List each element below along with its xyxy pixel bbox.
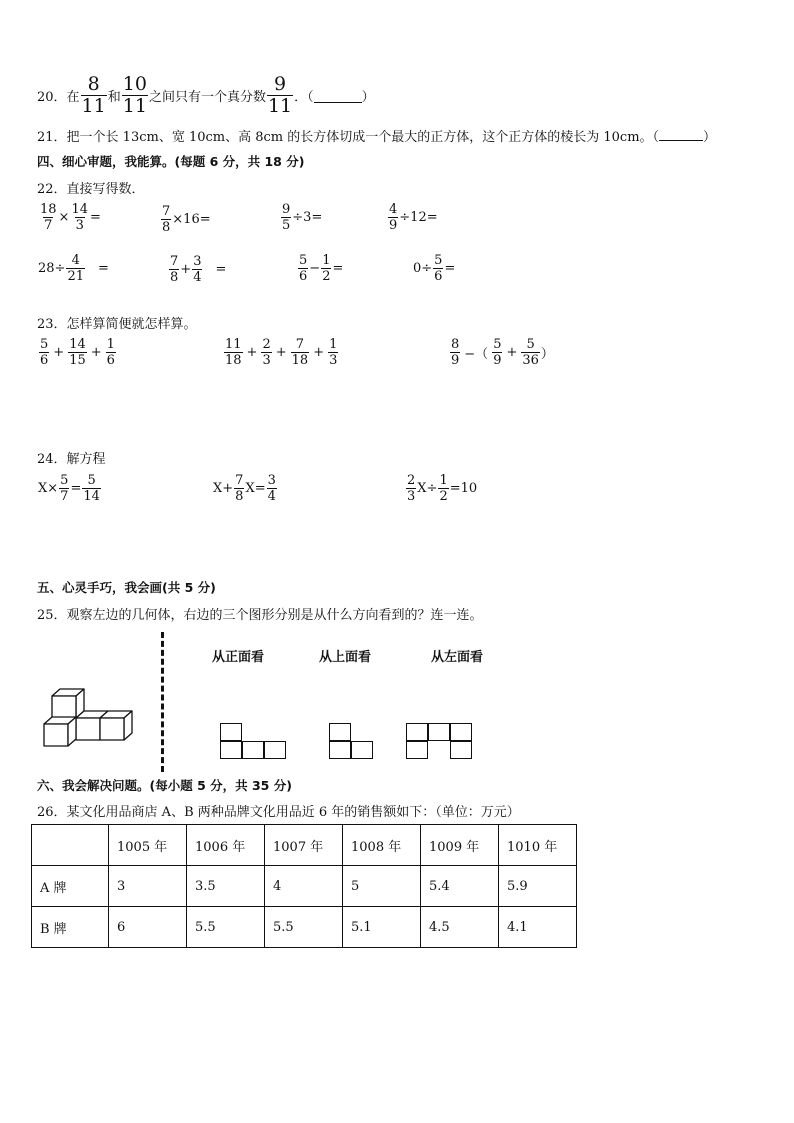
fraction: $\frac{1}{2}$ xyxy=(322,253,331,284)
table-cell: B 牌 xyxy=(32,907,109,948)
table-cell: 5.4 xyxy=(421,866,499,907)
fraction: $\frac{7}{8}$ xyxy=(170,254,179,285)
fraction: $\frac{1}{2}$ xyxy=(439,473,448,504)
q22-expr-3: $\frac{9}{5}$ ÷3= xyxy=(282,202,323,233)
question-21 xyxy=(37,126,716,145)
table-cell: 5.5 xyxy=(265,907,343,948)
sales-table xyxy=(31,824,577,948)
fraction: $\frac{5}{14}$ xyxy=(83,473,100,504)
table-header-row xyxy=(32,825,577,866)
table-cell: 3 xyxy=(109,866,187,907)
table-cell: 5 xyxy=(343,866,421,907)
fraction: $\frac{14}{3}$ xyxy=(71,202,88,233)
q20-text: 之间只有一个真分数 xyxy=(148,90,266,105)
answer-blank[interactable] xyxy=(314,88,362,103)
q22-expr-5: 28÷ $\frac{4}{21}$ = xyxy=(38,253,109,284)
table-cell: 3.5 xyxy=(187,866,265,907)
fraction: $\frac{2}{3}$ xyxy=(262,337,271,368)
table-cell: 4.5 xyxy=(421,907,499,948)
view-shape-3[interactable] xyxy=(406,723,472,761)
q22-expr-6: $\frac{7}{8}$ + $\frac{3}{4}$ = xyxy=(170,254,227,285)
fraction: $\frac{8}{9}$ xyxy=(451,337,460,368)
q22-expr-8: 0÷ $\frac{5}{6}$ = xyxy=(413,253,456,284)
view-label-left: 从左面看 xyxy=(431,650,484,665)
question-24-title: 24．解方程 xyxy=(37,452,106,467)
q20-end: ．（ xyxy=(294,90,314,105)
question-23-title: 23．怎样算简便就怎样算。 xyxy=(37,317,197,332)
q24-equation-2: X+ $\frac{7}{8}$ X= $\frac{3}{4}$ xyxy=(213,473,276,504)
table-header-cell: 1010 年 xyxy=(499,825,577,866)
table-row xyxy=(32,907,577,948)
table-header-cell: 1008 年 xyxy=(343,825,421,866)
q24-equation-3: $\frac{2}{3}$ X÷ $\frac{1}{2}$ =10 xyxy=(407,473,478,504)
question-26-title: 26．某文化用品商店 A、B 两种品牌文化用品近 6 年的销售额如下：（单位：万元） xyxy=(37,805,520,820)
fraction: $\frac{2}{3}$ xyxy=(407,473,416,504)
table-cell: 4.1 xyxy=(499,907,577,948)
table-header-cell: 1009 年 xyxy=(421,825,499,866)
answer-blank[interactable] xyxy=(659,128,703,141)
fraction: $\frac{3}{4}$ xyxy=(193,254,202,285)
fraction: $\frac{5}{7}$ xyxy=(60,473,69,504)
fraction: $\frac{5}{6}$ xyxy=(299,253,308,284)
q23-expr-1: $\frac{5}{6}$ + $\frac{14}{15}$ + $\frac{1}{6}$ xyxy=(40,337,115,368)
table-cell: 5.9 xyxy=(499,866,577,907)
q20-close: ） xyxy=(361,90,375,105)
view-shape-1[interactable] xyxy=(220,723,286,761)
fraction: $\frac{7}{18}$ xyxy=(291,337,309,368)
q24-equation-1: X× $\frac{5}{7}$ = $\frac{5}{14}$ xyxy=(38,473,100,504)
q22-expr-4: $\frac{4}{9}$ ÷12= xyxy=(389,202,438,233)
fraction: $\frac{9}{11}$ xyxy=(267,73,293,117)
fraction: $\frac{11}{18}$ xyxy=(225,337,242,368)
q20-prefix: 20．在 xyxy=(37,90,80,105)
fraction: $\frac{9}{5}$ xyxy=(282,202,291,233)
fraction: $\frac{5}{9}$ xyxy=(493,337,502,368)
question-20 xyxy=(37,75,375,116)
fraction: $\frac{14}{15}$ xyxy=(69,337,86,368)
section-5-heading: 五、心灵手巧，我会画(共 5 分) xyxy=(37,580,216,595)
fraction: $\frac{5}{6}$ xyxy=(434,253,443,284)
table-cell: 4 xyxy=(265,866,343,907)
fraction: $\frac{7}{8}$ xyxy=(162,204,171,235)
q21-close: ） xyxy=(703,130,717,145)
table-cell: A 牌 xyxy=(32,866,109,907)
view-shape-2[interactable] xyxy=(329,723,373,761)
table-header-cell: 1007 年 xyxy=(265,825,343,866)
table-header-cell: 1006 年 xyxy=(187,825,265,866)
fraction: $\frac{4}{9}$ xyxy=(389,202,398,233)
fraction: $\frac{5}{36}$ xyxy=(522,337,539,368)
q23-expr-3: $\frac{8}{9}$ −（ $\frac{5}{9}$ + $\frac{5}{36}$ ） xyxy=(451,337,554,368)
table-header-cell: 1005 年 xyxy=(109,825,187,866)
fraction: $\frac{4}{21}$ xyxy=(67,253,84,284)
fraction: $\frac{1}{3}$ xyxy=(329,337,338,368)
fraction: $\frac{5}{6}$ xyxy=(40,337,49,368)
section-6-heading: 六、我会解决问题。(每小题 5 分，共 35 分) xyxy=(37,778,292,793)
table-cell: 5.1 xyxy=(343,907,421,948)
solid-cubes-figure xyxy=(40,686,142,748)
table-row xyxy=(32,866,577,907)
fraction: $\frac{8}{11}$ xyxy=(81,73,106,117)
view-label-front: 从正面看 xyxy=(212,650,265,665)
dashed-divider xyxy=(161,632,164,772)
table-header-cell xyxy=(32,825,109,866)
question-25-title: 25．观察左边的几何体，右边的三个图形分别是从什么方向看到的？连一连。 xyxy=(37,608,483,623)
fraction: $\frac{1}{6}$ xyxy=(106,337,115,368)
q21-text: 21．把一个长 13cm、宽 10cm、高 8cm 的长方体切成一个最大的正方体，这个正方体的棱长为 10cm。（ xyxy=(37,130,660,145)
q22-expr-2: $\frac{7}{8}$ ×16= xyxy=(162,204,211,235)
fraction: $\frac{18}{7}$ xyxy=(40,202,57,233)
q22-expr-1: $\frac{18}{7}$ × $\frac{14}{3}$ = xyxy=(40,202,101,233)
question-22-title: 22．直接写得数． xyxy=(37,182,145,197)
fraction: $\frac{10}{11}$ xyxy=(122,73,147,117)
fraction: $\frac{3}{4}$ xyxy=(267,473,276,504)
fraction: $\frac{7}{8}$ xyxy=(235,473,244,504)
section-4-heading: 四、细心审题，我能算。(每题 6 分，共 18 分) xyxy=(37,154,305,169)
q23-expr-2: $\frac{11}{18}$ + $\frac{2}{3}$ + $\frac{7}{18}$ + $\frac{1}{3}$ xyxy=(225,337,338,368)
table-cell: 6 xyxy=(109,907,187,948)
q22-expr-7: $\frac{5}{6}$ − $\frac{1}{2}$ = xyxy=(299,253,344,284)
table-cell: 5.5 xyxy=(187,907,265,948)
view-label-top: 从上面看 xyxy=(319,650,372,665)
q20-and: 和 xyxy=(107,90,121,105)
